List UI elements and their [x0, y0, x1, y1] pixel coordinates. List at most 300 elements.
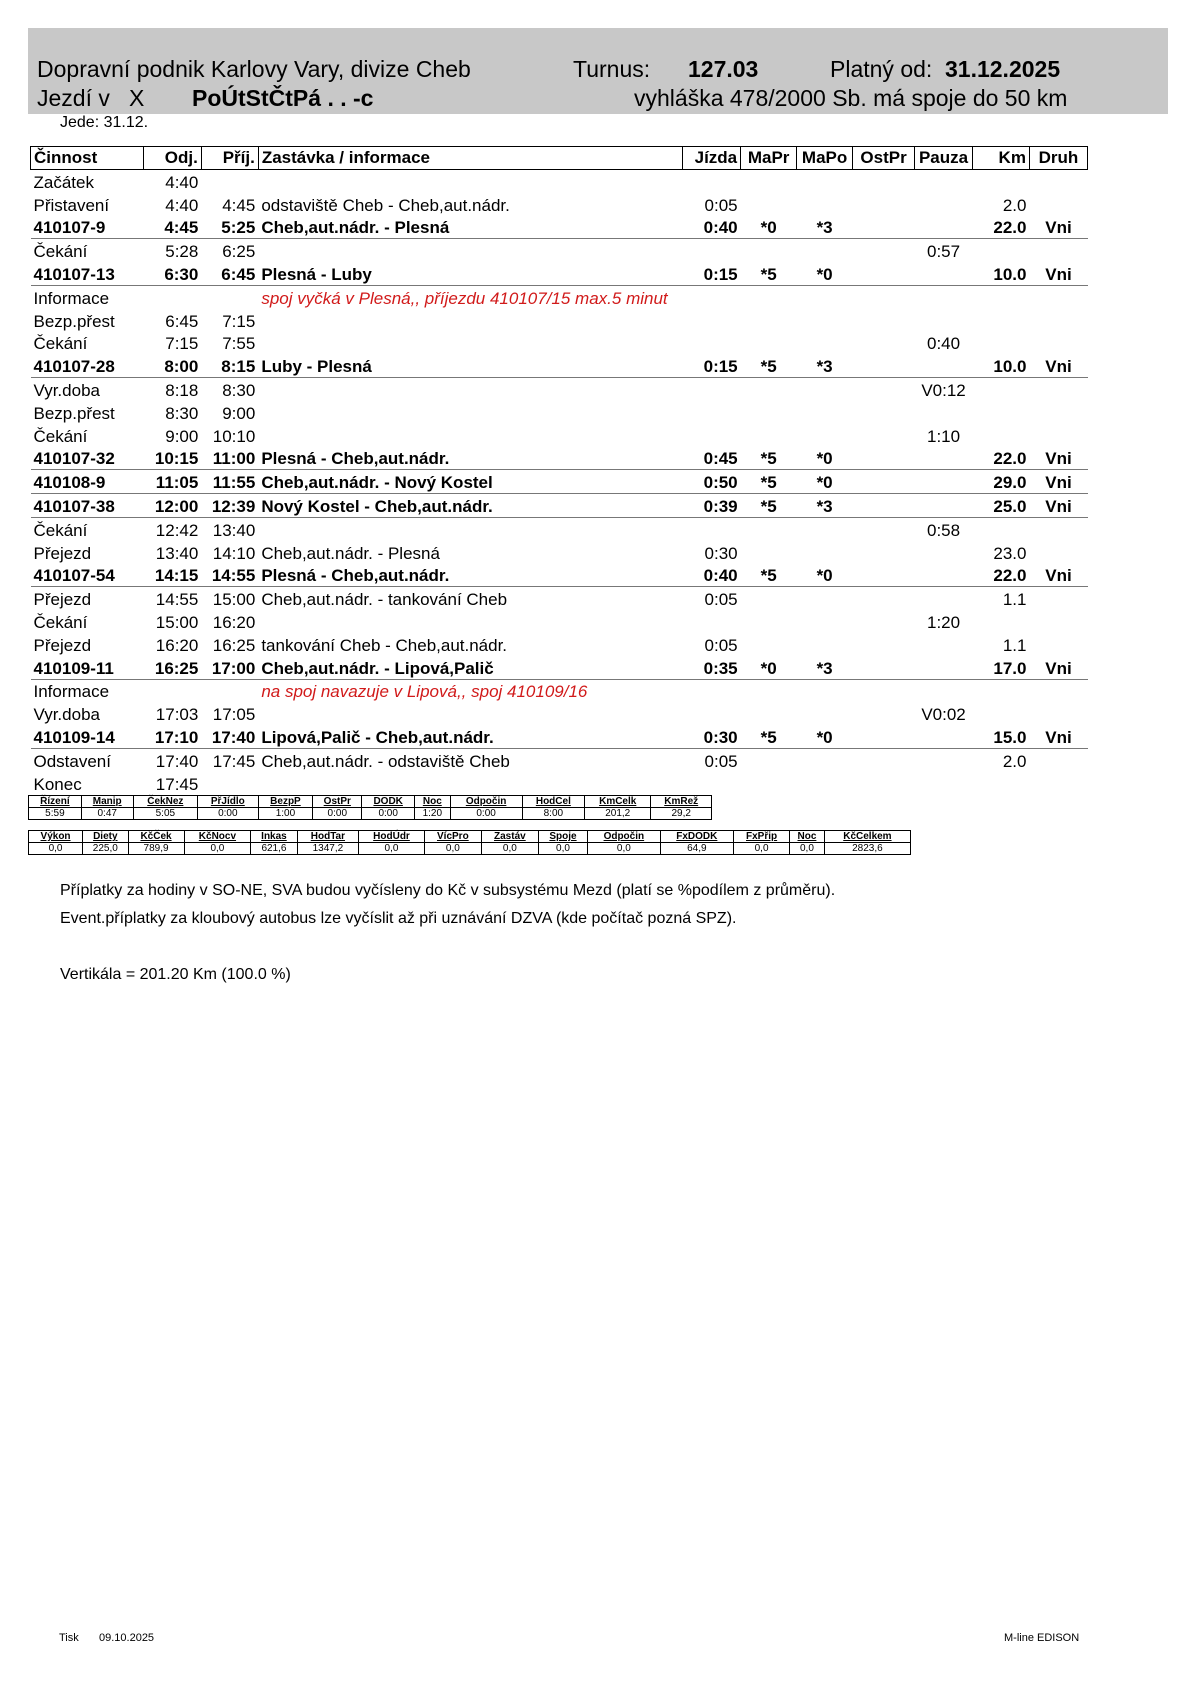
table-cell: Vni: [1029, 656, 1087, 679]
summary-value: 0,0: [424, 843, 481, 855]
note-line-1: Příplatky za hodiny v SO-NE, SVA budou vyčísleny do Kč v subsystému Mezd (platí se %podílem z průměru).: [60, 882, 836, 899]
table-cell: 4:40: [165, 195, 199, 215]
table-cell: [683, 772, 741, 795]
table-cell: 17:45: [155, 774, 199, 794]
table-cell: [797, 748, 853, 771]
summary-value: 0,0: [538, 843, 587, 855]
table-cell: *3: [797, 494, 853, 518]
table-row: [31, 354, 1088, 377]
table-cell: [258, 610, 682, 633]
table-cell: [853, 470, 915, 494]
table-header-row: [31, 147, 1088, 170]
table-cell: [973, 610, 1030, 633]
table-cell: *3: [797, 656, 853, 679]
column-header: OstPr: [853, 147, 915, 170]
table-cell: Vni: [1029, 262, 1087, 285]
summary-value: 0,0: [588, 843, 660, 855]
table-cell: 2.0: [1002, 751, 1027, 771]
summary-value: 0:00: [313, 808, 362, 820]
summary-value: 225,0: [83, 843, 128, 855]
table-cell: [973, 239, 1030, 262]
table-cell: [741, 332, 797, 355]
table-cell: [741, 378, 797, 401]
summary-value: 64,9: [660, 843, 733, 855]
table-cell: Přejezd: [33, 635, 92, 655]
table-cell: Odstavení: [33, 751, 111, 771]
table-cell: [201, 170, 258, 193]
summary-label: Spoje: [538, 831, 587, 843]
table-cell: [1029, 748, 1087, 771]
table-cell: *0: [797, 447, 853, 470]
table-cell: [741, 587, 797, 610]
table-row: [31, 401, 1088, 424]
table-cell: Čekání: [33, 426, 88, 446]
table-cell: [915, 541, 973, 564]
table-cell: 410108-9: [31, 470, 144, 494]
table-cell: Cheb,aut.nádr. - Nový Kostel: [258, 470, 682, 494]
table-cell: 10:15: [143, 447, 201, 470]
table-cell: *5: [741, 262, 797, 285]
table-cell: [201, 285, 258, 308]
summary-label: VícPro: [424, 831, 481, 843]
table-cell: [973, 401, 1030, 424]
table-cell: [1029, 378, 1087, 401]
table-cell: [797, 424, 853, 447]
table-cell: [258, 239, 682, 262]
table-cell: [915, 494, 973, 518]
table-cell: 17:03: [155, 705, 199, 725]
table-cell: 22.0: [973, 447, 1030, 470]
table-cell: Plesná - Cheb,aut.nádr.: [258, 564, 682, 587]
summary-label: ČekNez: [133, 796, 197, 808]
summary-label: Výkon: [29, 831, 83, 843]
table-cell: [797, 587, 853, 610]
table-cell: [1029, 309, 1087, 332]
table-cell: 16:20: [212, 612, 256, 632]
table-cell: 17.0: [973, 656, 1030, 679]
table-cell: 11:55: [201, 470, 258, 494]
table-cell: 4:45: [143, 216, 201, 239]
table-cell: [258, 170, 682, 193]
table-cell: [853, 517, 915, 540]
table-cell: 8:00: [143, 354, 201, 377]
table-cell: 0:39: [683, 494, 741, 518]
table-cell: Vni: [1029, 354, 1087, 377]
table-cell: 0:57: [926, 242, 961, 262]
table-cell: 0:35: [683, 656, 741, 679]
table-cell: [915, 470, 973, 494]
table-cell: [973, 772, 1030, 795]
summary-value: 621,6: [251, 843, 297, 855]
table-cell: *5: [741, 564, 797, 587]
table-cell: *0: [797, 725, 853, 748]
summary-value: 0:47: [81, 808, 133, 820]
table-cell: [143, 679, 201, 702]
summary-label: FxDODK: [660, 831, 733, 843]
software-brand: M-line EDISON: [1004, 1632, 1080, 1644]
table-cell: *0: [797, 470, 853, 494]
table-cell: [741, 748, 797, 771]
summary-value: 789,9: [128, 843, 184, 855]
summary-value: 5:05: [133, 808, 197, 820]
table-cell: 0:30: [683, 725, 741, 748]
table-cell: 410107-54: [31, 564, 144, 587]
table-row: [31, 447, 1088, 470]
table-cell: 14:15: [143, 564, 201, 587]
summary-label: HodCel: [522, 796, 584, 808]
table-cell: [797, 401, 853, 424]
table-cell: 0:58: [926, 520, 961, 540]
table-cell: [797, 772, 853, 795]
table-cell: [853, 610, 915, 633]
table-cell: [1029, 772, 1087, 795]
table-row: [31, 424, 1088, 447]
summary-value: 0,0: [481, 843, 538, 855]
company-name: Dopravní podnik Karlovy Vary, divize Cheb: [37, 56, 471, 82]
table-cell: [853, 748, 915, 771]
table-cell: *3: [797, 354, 853, 377]
table-cell: 17:05: [212, 705, 256, 725]
table-cell: 0:05: [704, 195, 738, 215]
table-cell: [1029, 702, 1087, 725]
table-cell: 13:40: [212, 520, 256, 540]
table-cell: [973, 170, 1030, 193]
table-cell: [797, 309, 853, 332]
table-row: [31, 610, 1088, 633]
column-header: Odj.: [143, 147, 201, 170]
table-cell: Vni: [1029, 494, 1087, 518]
table-cell: 6:45: [201, 262, 258, 285]
table-cell: 14:55: [201, 564, 258, 587]
table-cell: 15.0: [973, 725, 1030, 748]
table-cell: [741, 401, 797, 424]
table-row: [31, 679, 1088, 702]
vertikala-note: Vertikála = 201.20 Km (100.0 %): [60, 966, 291, 983]
print-label: Tisk: [59, 1632, 79, 1644]
summary-label: OstPr: [313, 796, 362, 808]
table-cell: [258, 517, 682, 540]
table-cell: Čekání: [33, 334, 88, 354]
table-cell: [973, 309, 1030, 332]
table-cell: 23.0: [993, 543, 1027, 563]
table-cell: Plesná - Luby: [258, 262, 682, 285]
table-cell: [683, 309, 741, 332]
table-cell: 13:40: [155, 543, 199, 563]
table-cell: [915, 354, 973, 377]
table-row: [31, 633, 1088, 656]
table-cell: [258, 401, 682, 424]
table-row: [31, 702, 1088, 725]
table-cell: [683, 517, 741, 540]
table-cell: 17:40: [155, 751, 199, 771]
table-cell: [853, 633, 915, 656]
summary-label: KčNocv: [184, 831, 251, 843]
table-cell: 0:05: [704, 590, 738, 610]
summary-value: 0,0: [359, 843, 425, 855]
summary-label: KčČek: [128, 831, 184, 843]
table-cell: [973, 517, 1030, 540]
table-cell: [853, 656, 915, 679]
table-cell: [915, 193, 973, 216]
summary-header-row: [29, 796, 712, 808]
table-cell: [915, 401, 973, 424]
table-cell: [853, 216, 915, 239]
table-cell: [201, 679, 258, 702]
table-cell: Cheb,aut.nádr. - Plesná: [261, 543, 440, 563]
turnus-value: 127.03: [688, 56, 759, 82]
summary-table-2: [28, 830, 911, 855]
table-cell: [915, 216, 973, 239]
summary-value: 1347,2: [297, 843, 359, 855]
table-cell: [258, 424, 682, 447]
table-cell: 7:15: [165, 334, 199, 354]
table-cell: 0:05: [704, 635, 738, 655]
summary-value: 0,0: [790, 843, 825, 855]
table-cell: 17:00: [201, 656, 258, 679]
table-cell: Čekání: [33, 242, 88, 262]
table-cell: 2.0: [1002, 195, 1027, 215]
table-cell: *5: [741, 725, 797, 748]
table-cell: Vni: [1029, 725, 1087, 748]
column-header: MaPo: [797, 147, 853, 170]
table-cell: [797, 610, 853, 633]
table-cell: odstaviště Cheb - Cheb,aut.nádr.: [261, 195, 510, 215]
table-cell: Přejezd: [33, 590, 92, 610]
table-row: [31, 517, 1088, 540]
table-cell: 410109-11: [31, 656, 144, 679]
turnus-label: Turnus:: [573, 56, 651, 82]
summary-label: Inkas: [251, 831, 297, 843]
table-cell: [853, 239, 915, 262]
summary-value: 0:00: [362, 808, 415, 820]
table-row: [31, 239, 1088, 262]
table-row: [31, 725, 1088, 748]
table-cell: Vni: [1029, 470, 1087, 494]
table-cell: [853, 541, 915, 564]
table-row: [31, 193, 1088, 216]
table-cell: Nový Kostel - Cheb,aut.nádr.: [258, 494, 682, 518]
column-header: Pauza: [915, 147, 973, 170]
table-cell: 5:25: [201, 216, 258, 239]
column-header: Činnost: [31, 147, 144, 170]
table-cell: 0:15: [683, 354, 741, 377]
table-cell: [797, 239, 853, 262]
summary-label: Diety: [83, 831, 128, 843]
summary-value: 2823,6: [824, 843, 910, 855]
summary-label: Manip: [81, 796, 133, 808]
info-message: na spoj navazuje v Lipová,, spoj 410109/16: [261, 682, 588, 702]
jede-date: Jede: 31.12.: [60, 114, 149, 131]
table-cell: [741, 424, 797, 447]
table-cell: [1029, 517, 1087, 540]
table-cell: 0:05: [704, 751, 738, 771]
table-cell: 4:40: [165, 172, 199, 192]
summary-label: DODK: [362, 796, 415, 808]
table-cell: [853, 587, 915, 610]
summary-value-row: [29, 843, 911, 855]
summary-label: BezpP: [258, 796, 313, 808]
table-cell: *5: [741, 470, 797, 494]
summary-label: Noc: [790, 831, 825, 843]
table-cell: [797, 517, 853, 540]
table-cell: 29.0: [973, 470, 1030, 494]
table-cell: 0:50: [683, 470, 741, 494]
table-cell: 410107-32: [31, 447, 144, 470]
table-row: [31, 494, 1088, 518]
table-cell: [683, 170, 741, 193]
table-cell: *0: [797, 262, 853, 285]
table-cell: [853, 309, 915, 332]
table-cell: Cheb,aut.nádr. - tankování Cheb: [261, 590, 508, 610]
table-cell: [915, 262, 973, 285]
table-cell: Vni: [1029, 447, 1087, 470]
table-cell: [741, 541, 797, 564]
table-cell: 16:25: [212, 635, 256, 655]
table-cell: [258, 309, 682, 332]
table-row: [31, 309, 1088, 332]
summary-value-row: [29, 808, 712, 820]
table-cell: *5: [741, 354, 797, 377]
table-cell: 6:25: [222, 242, 256, 262]
summary-value: 0:00: [450, 808, 522, 820]
table-cell: 17:10: [143, 725, 201, 748]
table-cell: 410107-13: [31, 262, 144, 285]
table-cell: [741, 702, 797, 725]
table-cell: [741, 239, 797, 262]
note-line-2: Event.příplatky za kloubový autobus lze vyčíslit až při uznávání DZVA (kde počítač pozná SPZ).: [60, 910, 737, 927]
table-row: [31, 170, 1088, 193]
summary-value: 29,2: [651, 808, 712, 820]
table-cell: 5:28: [165, 242, 199, 262]
table-cell: Čekání: [33, 520, 88, 540]
table-cell: Vni: [1029, 216, 1087, 239]
table-cell: [797, 332, 853, 355]
table-cell: 22.0: [973, 216, 1030, 239]
table-cell: 410109-14: [31, 725, 144, 748]
table-cell: [258, 332, 682, 355]
table-cell: Lipová,Palič - Cheb,aut.nádr.: [258, 725, 682, 748]
table-cell: 8:15: [201, 354, 258, 377]
table-cell: 17:40: [201, 725, 258, 748]
table-cell: [258, 378, 682, 401]
table-cell: 6:30: [143, 262, 201, 285]
table-cell: [853, 170, 915, 193]
column-header: MaPr: [741, 147, 797, 170]
summary-label: PřJídlo: [198, 796, 259, 808]
table-row: [31, 564, 1088, 587]
schedule-table: [30, 146, 1088, 795]
table-cell: Vyr.doba: [33, 705, 100, 725]
table-cell: Konec: [33, 774, 82, 794]
table-cell: [973, 702, 1030, 725]
table-cell: *3: [797, 216, 853, 239]
table-cell: Plesná - Cheb,aut.nádr.: [258, 447, 682, 470]
table-cell: 9:00: [222, 403, 256, 423]
table-cell: 14:55: [155, 590, 199, 610]
table-cell: Vni: [1029, 564, 1087, 587]
summary-value: 1:00: [258, 808, 313, 820]
table-cell: [853, 262, 915, 285]
table-cell: V0:02: [921, 705, 966, 725]
table-cell: 6:45: [165, 311, 199, 331]
table-cell: *0: [741, 216, 797, 239]
print-date: 09.10.2025: [99, 1632, 155, 1644]
table-row: [31, 541, 1088, 564]
table-cell: [853, 354, 915, 377]
summary-value: 0:00: [198, 808, 259, 820]
table-cell: [1029, 587, 1087, 610]
table-cell: [915, 170, 973, 193]
table-cell: V0:12: [921, 380, 966, 400]
table-cell: Cheb,aut.nádr. - odstaviště Cheb: [261, 751, 510, 771]
table-cell: [853, 378, 915, 401]
table-cell: [683, 424, 741, 447]
table-cell: 14:10: [212, 543, 256, 563]
table-cell: 10.0: [973, 262, 1030, 285]
table-cell: [915, 564, 973, 587]
table-cell: 410107-28: [31, 354, 144, 377]
table-cell: Začátek: [33, 172, 94, 192]
table-cell: 22.0: [973, 564, 1030, 587]
days-code: PoÚtStČtPá . . -c: [192, 85, 374, 111]
table-row: [31, 332, 1088, 355]
table-cell: [973, 378, 1030, 401]
table-cell: 7:15: [222, 311, 256, 331]
table-cell: [1029, 332, 1087, 355]
table-cell: *5: [741, 447, 797, 470]
table-cell: 0:30: [704, 543, 738, 563]
table-cell: 9:00: [165, 426, 199, 446]
table-cell: [915, 725, 973, 748]
table-cell: 1.1: [1002, 635, 1027, 655]
table-cell: Čekání: [33, 612, 88, 632]
table-cell: [741, 772, 797, 795]
table-row: [31, 587, 1088, 610]
table-cell: [683, 239, 741, 262]
column-header: Zastávka / informace: [258, 147, 682, 170]
table-cell: [741, 193, 797, 216]
table-cell: [853, 772, 915, 795]
table-cell: [797, 633, 853, 656]
table-cell: [258, 702, 682, 725]
table-cell: [683, 378, 741, 401]
summary-value: 1:20: [415, 808, 450, 820]
table-row: [31, 748, 1088, 771]
table-cell: 8:30: [165, 403, 199, 423]
table-cell: [741, 633, 797, 656]
table-cell: [1029, 610, 1087, 633]
column-header: Jízda: [683, 147, 741, 170]
table-cell: [973, 424, 1030, 447]
table-cell: 25.0: [973, 494, 1030, 518]
table-cell: [741, 610, 797, 633]
table-cell: 410107-38: [31, 494, 144, 518]
table-cell: [915, 309, 973, 332]
summary-value: 0,0: [734, 843, 790, 855]
summary-label: KčCelkem: [824, 831, 910, 843]
table-cell: [797, 702, 853, 725]
table-cell: [853, 401, 915, 424]
summary-header-row: [29, 831, 911, 843]
table-cell: [915, 656, 973, 679]
info-message: spoj vyčká v Plesná,, příjezdu 410107/15 max.5 minut: [261, 288, 668, 308]
table-cell: 7:55: [222, 334, 256, 354]
table-cell: 4:45: [222, 195, 256, 215]
table-cell: Informace: [33, 682, 110, 702]
table-cell: [143, 285, 201, 308]
table-cell: [1029, 401, 1087, 424]
table-cell: *5: [741, 494, 797, 518]
